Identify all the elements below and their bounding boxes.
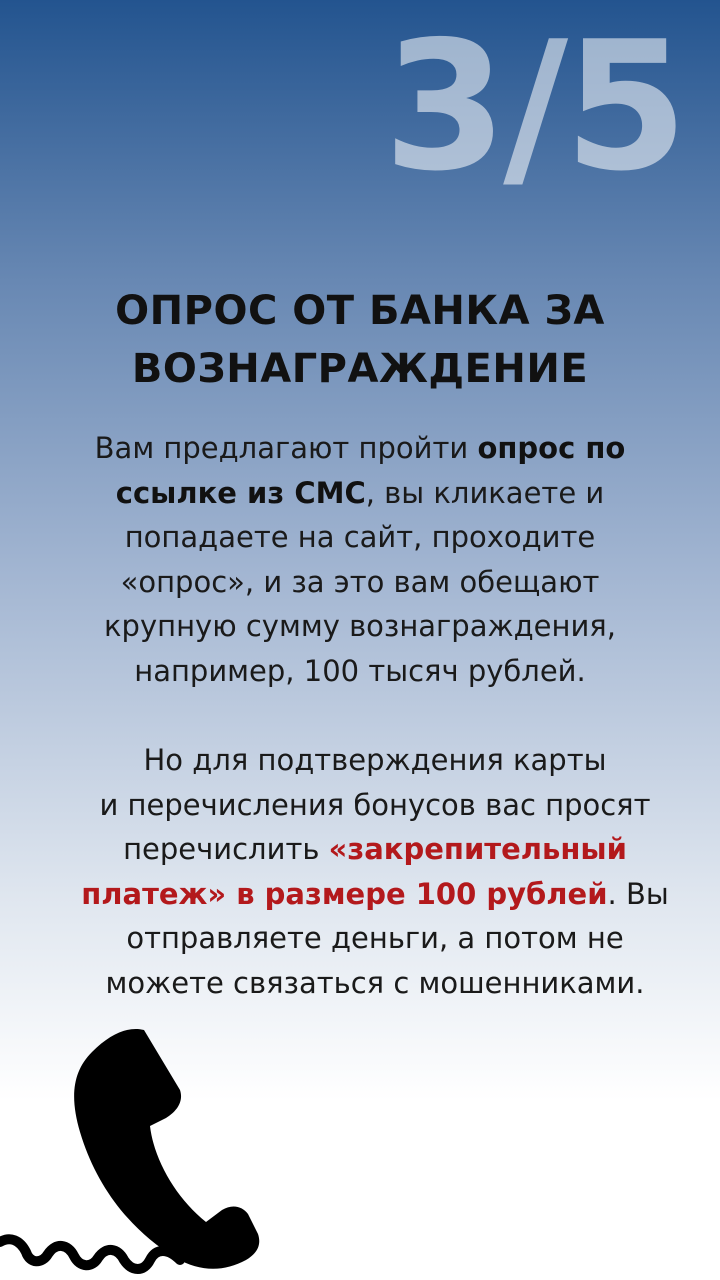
paragraph-survey-highlight: опрос по ссылке из СМС — [115, 431, 626, 510]
telephone-handset-icon — [0, 1010, 290, 1280]
title-line-1: ОПРОС ОТ БАНКА ЗА — [115, 288, 605, 334]
paragraph-survey-lead: Вам предлагают пройти — [94, 431, 478, 465]
handset-cord — [0, 1239, 180, 1269]
page-title — [40, 282, 680, 398]
paragraph-payment — [70, 738, 680, 1005]
title-line-2: ВОЗНАГРАЖДЕНИЕ — [131, 346, 589, 392]
paragraph-payment-line1: Но для подтверждения карты — [143, 743, 607, 777]
page-counter: 3/5 — [383, 3, 684, 210]
paragraph-payment-highlight: «закрепительный платеж» в размере 100 рублей — [81, 832, 627, 911]
paragraph-payment-line2: и перечисления бонусов вас просят перечислить — [99, 787, 651, 866]
paragraph-payment-rest: . Вы отправляете деньги, а потом не можете связаться с мошенниками. — [105, 876, 669, 1000]
paragraph-survey — [60, 426, 660, 693]
paragraph-survey-rest: , вы кликаете и попадаете на сайт, проходите «опрос», и за это вам обещают крупную сумму вознаграждения, например, 100 тысяч рублей. — [104, 475, 616, 688]
handset-shape — [74, 1029, 259, 1269]
